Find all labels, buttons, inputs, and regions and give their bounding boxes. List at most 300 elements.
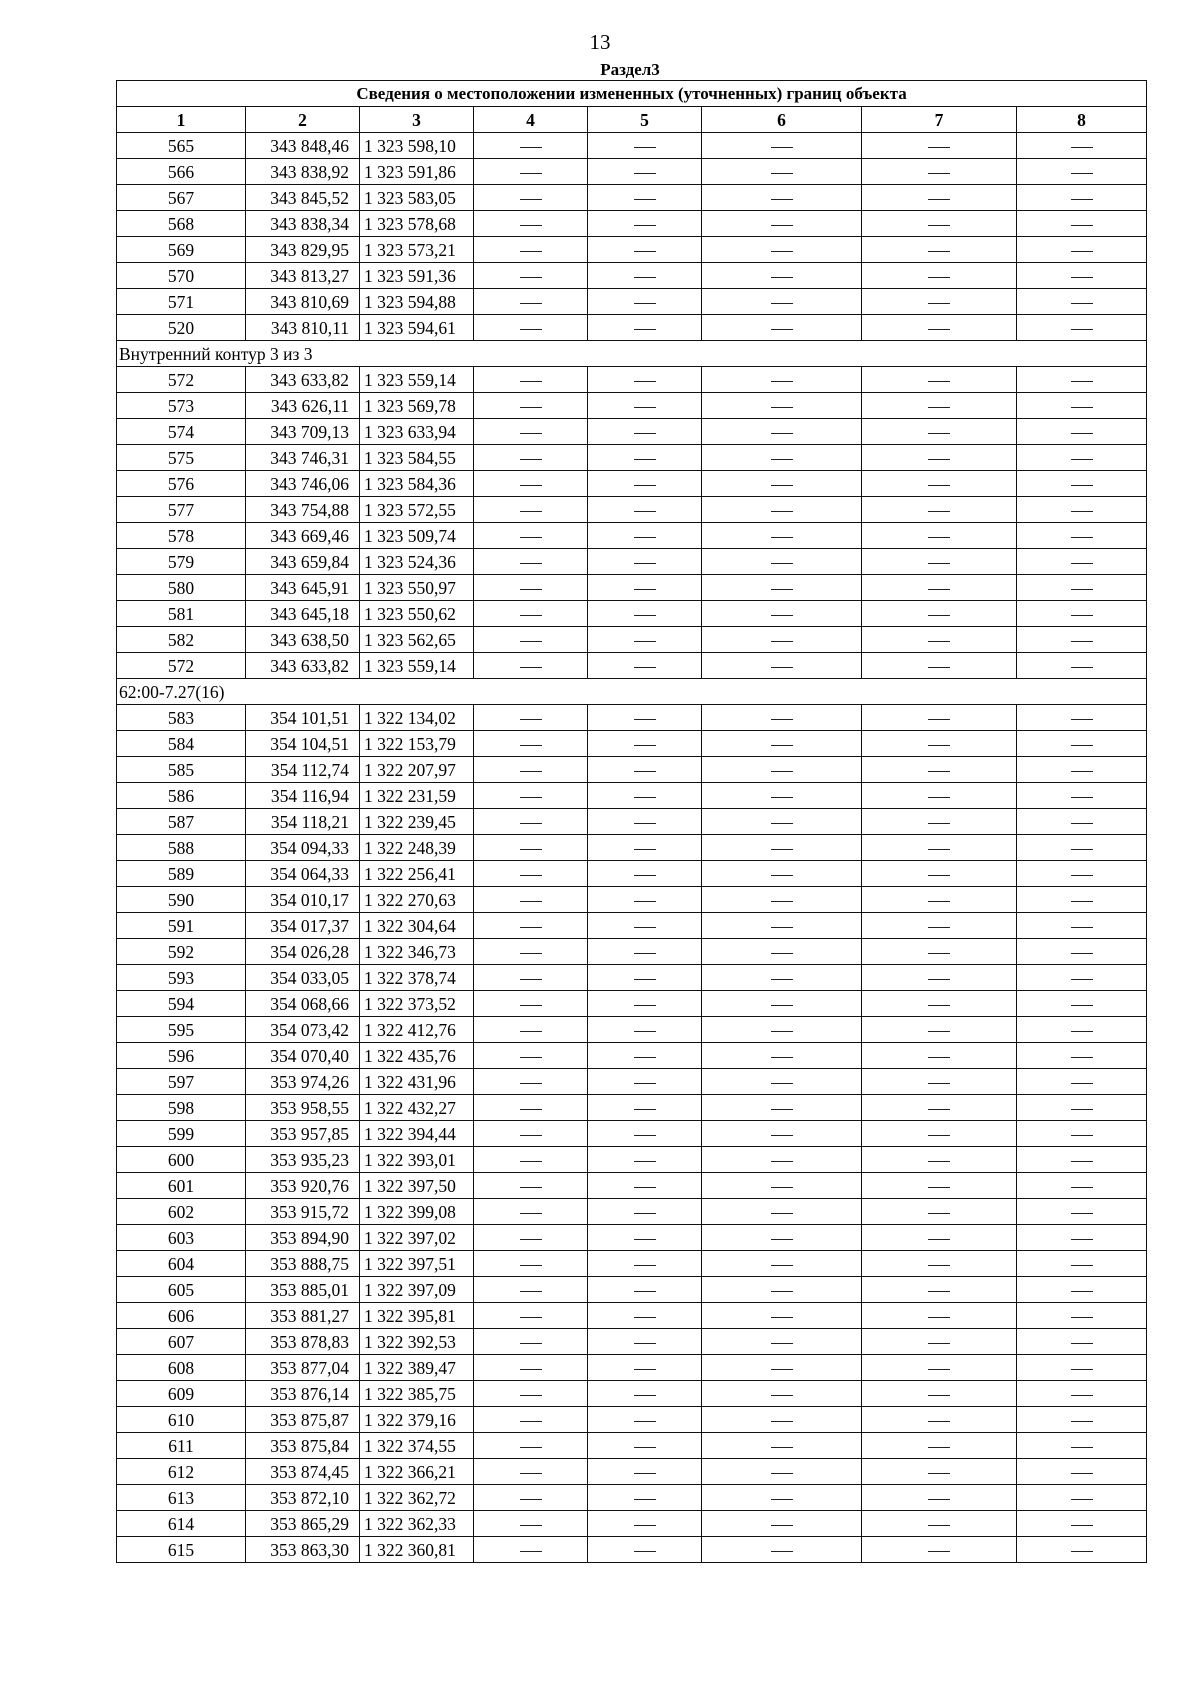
empty-cell — [588, 133, 702, 159]
dash-mark — [1071, 719, 1093, 720]
empty-cell — [588, 185, 702, 211]
empty-cell — [588, 1069, 702, 1095]
dash-mark — [771, 1291, 793, 1292]
dash-mark — [1071, 537, 1093, 538]
empty-cell — [1017, 887, 1147, 913]
point-number: 579 — [117, 549, 246, 575]
table-row — [117, 1355, 1147, 1381]
coordinate-y: 1 322 432,27 — [360, 1095, 474, 1121]
empty-cell — [702, 835, 862, 861]
empty-cell — [1017, 939, 1147, 965]
coordinate-x: 353 876,14 — [246, 1381, 360, 1407]
empty-cell — [702, 263, 862, 289]
dash-mark — [520, 1447, 542, 1448]
empty-cell — [702, 1355, 862, 1381]
empty-cell — [474, 861, 588, 887]
dash-mark — [1071, 1135, 1093, 1136]
dash-mark — [771, 667, 793, 668]
coordinate-y: 1 322 231,59 — [360, 783, 474, 809]
coordinate-x: 343 746,31 — [246, 445, 360, 471]
dash-mark — [634, 667, 656, 668]
coordinate-y: 1 323 562,65 — [360, 627, 474, 653]
dash-mark — [1071, 1187, 1093, 1188]
coordinate-y: 1 322 153,79 — [360, 731, 474, 757]
empty-cell — [588, 393, 702, 419]
dash-mark — [520, 1421, 542, 1422]
empty-cell — [588, 1537, 702, 1563]
empty-cell — [862, 159, 1017, 185]
coordinate-x: 343 633,82 — [246, 367, 360, 393]
point-number: 611 — [117, 1433, 246, 1459]
empty-cell — [588, 1485, 702, 1511]
dash-mark — [520, 1317, 542, 1318]
table-row — [117, 211, 1147, 237]
dash-mark — [1071, 511, 1093, 512]
point-number: 572 — [117, 367, 246, 393]
contour-group-label: 62:00-7.27(16) — [117, 679, 1147, 705]
empty-cell — [474, 1017, 588, 1043]
empty-cell — [702, 913, 862, 939]
table-row — [117, 263, 1147, 289]
dash-mark — [634, 563, 656, 564]
empty-cell — [862, 1173, 1017, 1199]
table-row — [117, 185, 1147, 211]
dash-mark — [1071, 979, 1093, 980]
empty-cell — [702, 133, 862, 159]
empty-cell — [588, 1173, 702, 1199]
coordinate-x: 353 881,27 — [246, 1303, 360, 1329]
coordinates-table — [116, 80, 1147, 1563]
dash-mark — [771, 1083, 793, 1084]
empty-cell — [588, 939, 702, 965]
empty-cell — [702, 419, 862, 445]
dash-mark — [928, 901, 950, 902]
dash-mark — [634, 1395, 656, 1396]
empty-cell — [1017, 185, 1147, 211]
empty-cell — [862, 913, 1017, 939]
dash-mark — [928, 849, 950, 850]
dash-mark — [520, 901, 542, 902]
empty-cell — [862, 1459, 1017, 1485]
empty-cell — [702, 237, 862, 263]
dash-mark — [771, 1109, 793, 1110]
empty-cell — [588, 757, 702, 783]
empty-cell — [702, 1329, 862, 1355]
empty-cell — [702, 653, 862, 679]
empty-cell — [702, 1459, 862, 1485]
coordinate-y: 1 322 373,52 — [360, 991, 474, 1017]
point-number: 592 — [117, 939, 246, 965]
dash-mark — [634, 225, 656, 226]
empty-cell — [588, 601, 702, 627]
dash-mark — [928, 1109, 950, 1110]
table-row — [117, 315, 1147, 341]
dash-mark — [928, 1369, 950, 1370]
dash-mark — [1071, 953, 1093, 954]
coordinate-x: 343 845,52 — [246, 185, 360, 211]
dash-mark — [520, 1473, 542, 1474]
dash-mark — [634, 433, 656, 434]
dash-mark — [928, 511, 950, 512]
empty-cell — [588, 315, 702, 341]
dash-mark — [520, 1213, 542, 1214]
table-row — [117, 497, 1147, 523]
empty-cell — [1017, 575, 1147, 601]
dash-mark — [520, 1239, 542, 1240]
empty-cell — [862, 1017, 1017, 1043]
coordinate-x: 343 848,46 — [246, 133, 360, 159]
dash-mark — [771, 953, 793, 954]
dash-mark — [928, 667, 950, 668]
empty-cell — [588, 1459, 702, 1485]
empty-cell — [1017, 133, 1147, 159]
dash-mark — [928, 771, 950, 772]
coordinate-x: 343 754,88 — [246, 497, 360, 523]
table-row — [117, 1459, 1147, 1485]
dash-mark — [771, 589, 793, 590]
empty-cell — [702, 861, 862, 887]
empty-cell — [702, 575, 862, 601]
dash-mark — [1071, 771, 1093, 772]
dash-mark — [928, 277, 950, 278]
coordinate-y: 1 322 366,21 — [360, 1459, 474, 1485]
empty-cell — [862, 1433, 1017, 1459]
column-number: 5 — [588, 107, 702, 133]
empty-cell — [862, 367, 1017, 393]
empty-cell — [862, 965, 1017, 991]
table-row — [117, 757, 1147, 783]
point-number: 599 — [117, 1121, 246, 1147]
empty-cell — [862, 393, 1017, 419]
empty-cell — [702, 1537, 862, 1563]
coordinate-x: 354 116,94 — [246, 783, 360, 809]
empty-cell — [474, 835, 588, 861]
column-number: 3 — [360, 107, 474, 133]
dash-mark — [520, 381, 542, 382]
dash-mark — [928, 407, 950, 408]
empty-cell — [474, 1147, 588, 1173]
dash-mark — [520, 771, 542, 772]
empty-cell — [1017, 991, 1147, 1017]
table-row — [117, 861, 1147, 887]
table-row — [117, 1381, 1147, 1407]
dash-mark — [634, 1317, 656, 1318]
dash-mark — [928, 979, 950, 980]
table-row — [117, 1173, 1147, 1199]
point-number: 607 — [117, 1329, 246, 1355]
empty-cell — [862, 731, 1017, 757]
point-number: 569 — [117, 237, 246, 263]
point-number: 585 — [117, 757, 246, 783]
table-row — [117, 627, 1147, 653]
empty-cell — [474, 1433, 588, 1459]
dash-mark — [634, 979, 656, 980]
empty-cell — [862, 575, 1017, 601]
dash-mark — [771, 1395, 793, 1396]
dash-mark — [634, 771, 656, 772]
empty-cell — [588, 965, 702, 991]
empty-cell — [588, 1095, 702, 1121]
dash-mark — [928, 1083, 950, 1084]
coordinate-y: 1 322 435,76 — [360, 1043, 474, 1069]
column-numbers-row — [117, 107, 1147, 133]
empty-cell — [474, 1069, 588, 1095]
table-row — [117, 575, 1147, 601]
dash-mark — [928, 1551, 950, 1552]
dash-mark — [634, 381, 656, 382]
empty-cell — [702, 549, 862, 575]
coordinate-x: 343 645,91 — [246, 575, 360, 601]
dash-mark — [771, 979, 793, 980]
empty-cell — [702, 1095, 862, 1121]
dash-mark — [928, 927, 950, 928]
empty-cell — [702, 1511, 862, 1537]
dash-mark — [1071, 1499, 1093, 1500]
coordinate-y: 1 322 374,55 — [360, 1433, 474, 1459]
dash-mark — [520, 823, 542, 824]
dash-mark — [928, 1161, 950, 1162]
empty-cell — [1017, 393, 1147, 419]
empty-cell — [1017, 445, 1147, 471]
empty-cell — [702, 471, 862, 497]
empty-cell — [474, 1199, 588, 1225]
empty-cell — [474, 185, 588, 211]
dash-mark — [771, 225, 793, 226]
empty-cell — [588, 627, 702, 653]
empty-cell — [862, 861, 1017, 887]
dash-mark — [1071, 589, 1093, 590]
dash-mark — [634, 1031, 656, 1032]
table-row — [117, 445, 1147, 471]
empty-cell — [1017, 1303, 1147, 1329]
coordinate-y: 1 322 360,81 — [360, 1537, 474, 1563]
empty-cell — [1017, 263, 1147, 289]
empty-cell — [474, 393, 588, 419]
dash-mark — [771, 537, 793, 538]
empty-cell — [474, 211, 588, 237]
dash-mark — [520, 1161, 542, 1162]
empty-cell — [474, 1303, 588, 1329]
coordinate-y: 1 322 379,16 — [360, 1407, 474, 1433]
dash-mark — [1071, 1057, 1093, 1058]
dash-mark — [634, 1057, 656, 1058]
empty-cell — [862, 1303, 1017, 1329]
dash-mark — [520, 251, 542, 252]
coordinate-x: 354 073,42 — [246, 1017, 360, 1043]
empty-cell — [702, 1199, 862, 1225]
dash-mark — [520, 485, 542, 486]
point-number: 610 — [117, 1407, 246, 1433]
empty-cell — [1017, 1069, 1147, 1095]
coordinate-x: 343 638,50 — [246, 627, 360, 653]
table-row — [117, 1511, 1147, 1537]
dash-mark — [634, 1551, 656, 1552]
table-row — [117, 809, 1147, 835]
dash-mark — [520, 641, 542, 642]
empty-cell — [474, 1355, 588, 1381]
coordinate-x: 353 935,23 — [246, 1147, 360, 1173]
dash-mark — [928, 1005, 950, 1006]
dash-mark — [634, 1109, 656, 1110]
contour-group-row — [117, 679, 1147, 705]
dash-mark — [928, 173, 950, 174]
dash-mark — [634, 1369, 656, 1370]
point-number: 568 — [117, 211, 246, 237]
dash-mark — [771, 1187, 793, 1188]
coordinate-y: 1 323 633,94 — [360, 419, 474, 445]
empty-cell — [862, 1277, 1017, 1303]
table-row — [117, 1069, 1147, 1095]
empty-cell — [1017, 237, 1147, 263]
dash-mark — [928, 1499, 950, 1500]
empty-cell — [474, 263, 588, 289]
table-row — [117, 1433, 1147, 1459]
empty-cell — [702, 393, 862, 419]
dash-mark — [520, 1109, 542, 1110]
coordinate-x: 343 659,84 — [246, 549, 360, 575]
point-number: 520 — [117, 315, 246, 341]
point-number: 575 — [117, 445, 246, 471]
point-number: 603 — [117, 1225, 246, 1251]
dash-mark — [928, 563, 950, 564]
empty-cell — [588, 1199, 702, 1225]
point-number: 601 — [117, 1173, 246, 1199]
dash-mark — [928, 1343, 950, 1344]
dash-mark — [928, 1447, 950, 1448]
coordinate-y: 1 322 392,53 — [360, 1329, 474, 1355]
point-number: 590 — [117, 887, 246, 913]
dash-mark — [520, 1499, 542, 1500]
point-number: 609 — [117, 1381, 246, 1407]
dash-mark — [928, 589, 950, 590]
dash-mark — [1071, 303, 1093, 304]
dash-mark — [520, 1031, 542, 1032]
point-number: 615 — [117, 1537, 246, 1563]
dash-mark — [1071, 1239, 1093, 1240]
empty-cell — [474, 887, 588, 913]
point-number: 595 — [117, 1017, 246, 1043]
point-number: 593 — [117, 965, 246, 991]
empty-cell — [1017, 1173, 1147, 1199]
coordinate-x: 354 033,05 — [246, 965, 360, 991]
empty-cell — [862, 1381, 1017, 1407]
dash-mark — [771, 199, 793, 200]
empty-cell — [862, 1225, 1017, 1251]
empty-cell — [702, 731, 862, 757]
empty-cell — [862, 237, 1017, 263]
empty-cell — [702, 1147, 862, 1173]
dash-mark — [771, 927, 793, 928]
dash-mark — [771, 1317, 793, 1318]
empty-cell — [702, 1381, 862, 1407]
dash-mark — [520, 953, 542, 954]
dash-mark — [1071, 173, 1093, 174]
empty-cell — [1017, 913, 1147, 939]
table-row — [117, 1043, 1147, 1069]
empty-cell — [862, 1043, 1017, 1069]
coordinate-y: 1 323 591,86 — [360, 159, 474, 185]
empty-cell — [1017, 965, 1147, 991]
dash-mark — [771, 1447, 793, 1448]
empty-cell — [702, 1173, 862, 1199]
dash-mark — [520, 537, 542, 538]
dash-mark — [520, 1291, 542, 1292]
coordinate-x: 343 813,27 — [246, 263, 360, 289]
coordinate-y: 1 322 207,97 — [360, 757, 474, 783]
dash-mark — [520, 1187, 542, 1188]
dash-mark — [634, 901, 656, 902]
empty-cell — [1017, 835, 1147, 861]
point-number: 582 — [117, 627, 246, 653]
dash-mark — [634, 1291, 656, 1292]
empty-cell — [702, 809, 862, 835]
dash-mark — [771, 875, 793, 876]
coordinate-y: 1 322 412,76 — [360, 1017, 474, 1043]
point-number: 565 — [117, 133, 246, 159]
dash-mark — [634, 1447, 656, 1448]
empty-cell — [588, 1277, 702, 1303]
table-row — [117, 523, 1147, 549]
empty-cell — [1017, 1147, 1147, 1173]
empty-cell — [474, 159, 588, 185]
empty-cell — [588, 1225, 702, 1251]
coordinate-y: 1 323 594,61 — [360, 315, 474, 341]
empty-cell — [862, 1121, 1017, 1147]
table-row — [117, 367, 1147, 393]
dash-mark — [928, 875, 950, 876]
empty-cell — [1017, 211, 1147, 237]
dash-mark — [771, 1031, 793, 1032]
coordinate-x: 343 645,18 — [246, 601, 360, 627]
point-number: 578 — [117, 523, 246, 549]
empty-cell — [702, 1225, 862, 1251]
dash-mark — [634, 1239, 656, 1240]
coordinate-x: 354 068,66 — [246, 991, 360, 1017]
table-row — [117, 991, 1147, 1017]
empty-cell — [588, 211, 702, 237]
coordinate-y: 1 323 524,36 — [360, 549, 474, 575]
dash-mark — [928, 641, 950, 642]
empty-cell — [1017, 1485, 1147, 1511]
empty-cell — [474, 549, 588, 575]
empty-cell — [702, 315, 862, 341]
coordinate-y: 1 322 248,39 — [360, 835, 474, 861]
dash-mark — [520, 875, 542, 876]
coordinate-x: 343 810,11 — [246, 315, 360, 341]
dash-mark — [1071, 1265, 1093, 1266]
dash-mark — [520, 797, 542, 798]
empty-cell — [588, 367, 702, 393]
dash-mark — [1071, 1109, 1093, 1110]
dash-mark — [928, 485, 950, 486]
coordinate-y: 1 323 584,55 — [360, 445, 474, 471]
column-number: 2 — [246, 107, 360, 133]
dash-mark — [771, 1343, 793, 1344]
empty-cell — [862, 523, 1017, 549]
table-row — [117, 289, 1147, 315]
point-number: 586 — [117, 783, 246, 809]
empty-cell — [474, 783, 588, 809]
coordinate-x: 353 875,84 — [246, 1433, 360, 1459]
dash-mark — [928, 1421, 950, 1422]
empty-cell — [862, 1485, 1017, 1511]
column-number: 4 — [474, 107, 588, 133]
dash-mark — [771, 797, 793, 798]
empty-cell — [1017, 601, 1147, 627]
dash-mark — [634, 719, 656, 720]
coordinate-y: 1 322 397,02 — [360, 1225, 474, 1251]
dash-mark — [634, 511, 656, 512]
